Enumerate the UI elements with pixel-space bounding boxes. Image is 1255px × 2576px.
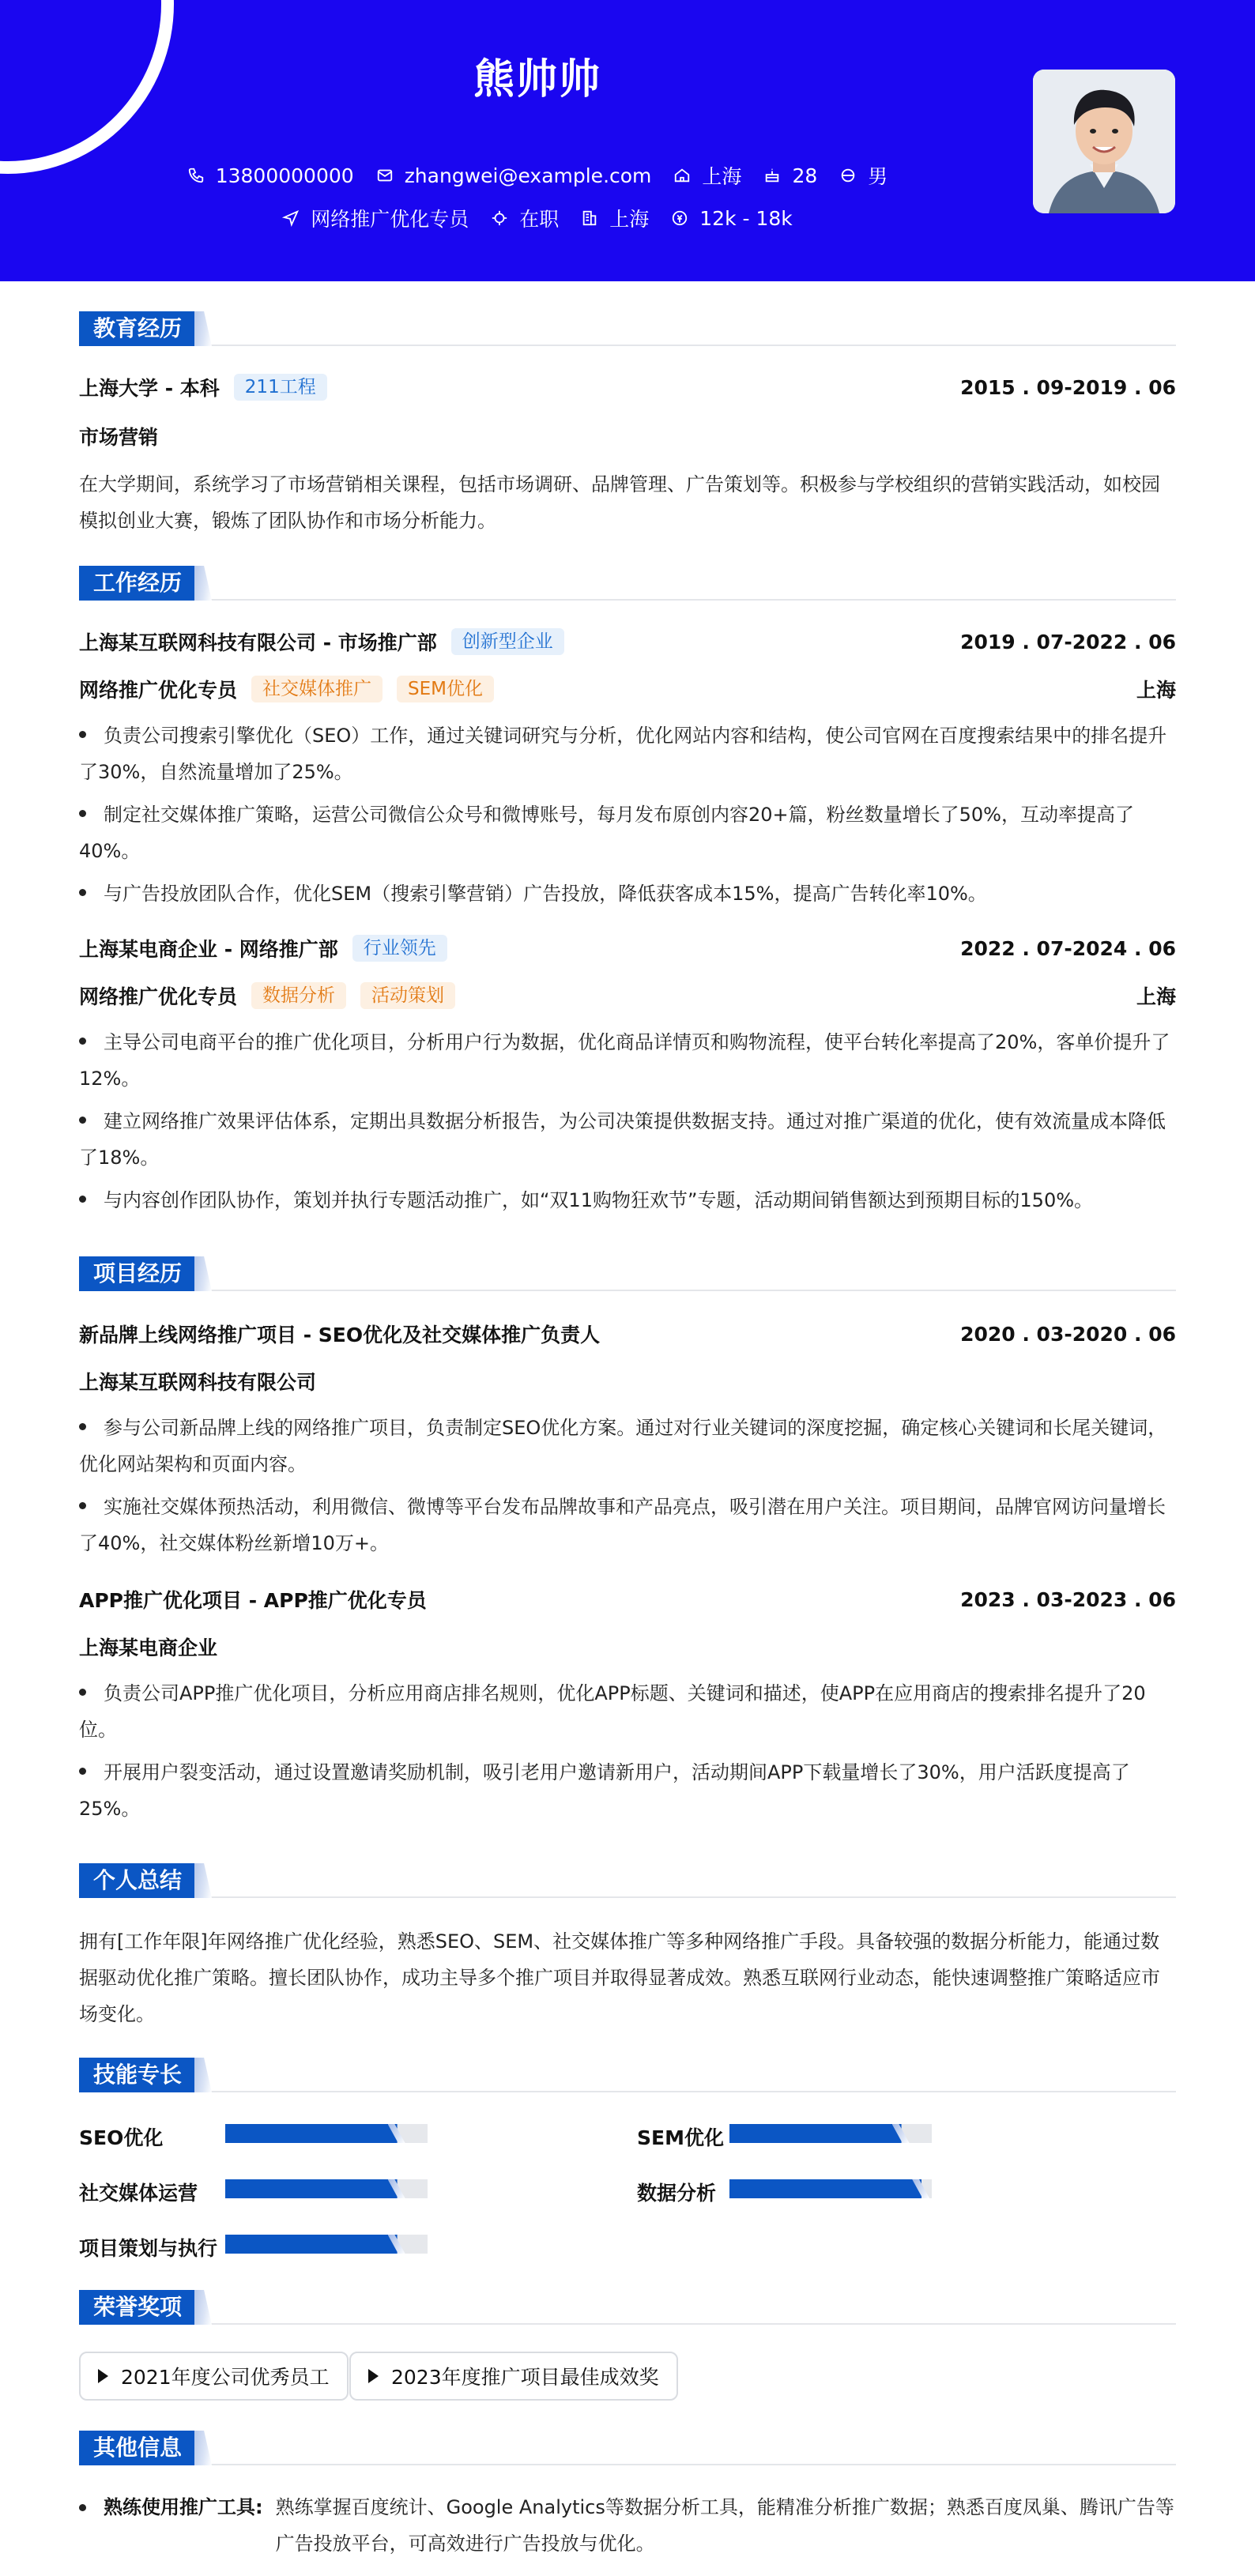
status-icon (491, 209, 508, 227)
job-intent-row (0, 204, 1075, 232)
section-other-header (79, 2431, 1176, 2465)
send-icon (282, 209, 300, 227)
section-title-decoration (194, 2431, 212, 2465)
major-row (79, 422, 1176, 450)
project-org: 上海某互联网科技有限公司 (79, 1371, 317, 1394)
project-header (79, 1320, 1176, 1348)
school-name: 上海大学 - 本科 (79, 377, 220, 400)
cake-icon (763, 167, 781, 184)
company-tag: 创新型企业 (451, 628, 564, 655)
skill-name: SEM优化 (637, 2126, 724, 2149)
job-role-row (79, 675, 1176, 703)
project-dates: 2020 . 03-2020 . 06 (960, 1322, 1176, 1346)
list-item: 负责公司APP推广优化项目，分析应用商店排名规则，优化APP标题、关键词和描述，使APP在应用商店的搜索排名提升了20位。 (79, 1682, 1146, 1741)
list-item: 参与公司新品牌上线的网络推广项目，负责制定SEO优化方案。通过对行业关键词的深度挖掘，确定核心关键词和长尾关键词，优化网站架构和页面内容。 (79, 1417, 1167, 1475)
gender-text: 男 (868, 165, 888, 188)
education-description: 在大学期间，系统学习了市场营销相关课程，包括市场调研、品牌管理、广告策划等。积极参与学校组织的营销实践活动，如校园模拟创业大赛，锻炼了团队协作和市场分析能力。 (79, 473, 1160, 532)
other-info-key: 熟练使用推广工具: (104, 2496, 263, 2518)
company-name: 上海某电商企业 - 网络推广部 (79, 938, 338, 961)
list-item: 主导公司电商平台的推广优化项目，分析用户行为数据，优化商品详情页和购物流程，使平台转化率提高了20%，客单价提升了12%。 (79, 1031, 1170, 1090)
mail-icon (376, 167, 394, 184)
job-role: 网络推广优化专员 (79, 985, 238, 1008)
building-icon (581, 209, 598, 227)
section-projects-header (79, 1256, 1176, 1291)
gender-icon (839, 167, 857, 184)
section-divider (79, 345, 1176, 346)
skill-bar-fill (225, 2179, 398, 2198)
job-role: 网络推广优化专员 (79, 679, 238, 702)
school-tag: 211工程 (234, 374, 327, 401)
resume-header (0, 0, 1255, 281)
project-org: 上海某电商企业 (79, 1636, 218, 1659)
list-item: 开展用户裂变活动，通过设置邀请奖励机制，吸引老用户邀请新用户，活动期间APP下载量增长了30%，用户活跃度提高了25%。 (79, 1761, 1130, 1820)
job-tag: SEM优化 (397, 676, 494, 702)
section-title: 个人总结 (79, 1863, 196, 1898)
award-text: 2023年度推广项目最佳成效奖 (391, 2366, 659, 2389)
skill-bar-fill (729, 2124, 902, 2143)
section-divider (79, 2323, 1176, 2325)
section-title-decoration (194, 2058, 212, 2092)
contact-row (0, 161, 1075, 190)
list-item: 实施社交媒体预热活动，利用微信、微博等平台发布品牌故事和产品亮点，吸引潜在用户关注。项目期间，品牌官网访问量增长了40%，社交媒体粉丝新增10万+。 (79, 1496, 1166, 1554)
phone-item (187, 164, 354, 187)
job-bullets (79, 1024, 1176, 1225)
list-item: 负责公司搜索引擎优化（SEO）工作，通过关键词研究与分析，优化网站内容和结构，使公司官网在百度搜索结果中的排名提升了30%，自然流量增加了25%。 (79, 725, 1167, 783)
avatar (1033, 70, 1175, 213)
candidate-name: 熊帅帅 (473, 56, 601, 104)
section-divider (79, 599, 1176, 601)
job-tag: 社交媒体推广 (251, 676, 383, 702)
section-title: 工作经历 (79, 566, 196, 601)
salary-item (671, 207, 793, 230)
section-title: 教育经历 (79, 311, 196, 346)
email-text: zhangwei@example.com (404, 164, 652, 187)
other-info-text: 熟练掌握百度统计、Google Analytics等数据分析工具，能精准分析推广数据；熟悉百度凤巢、腾讯广告等广告投放平台，可高效进行广告投放与优化。 (275, 2496, 1174, 2555)
company-name: 上海某互联网科技有限公司 - 市场推广部 (79, 631, 437, 654)
play-icon (98, 2369, 108, 2383)
company-tag: 行业领先 (352, 935, 447, 962)
education-dates: 2015 . 09-2019 . 06 (960, 375, 1176, 399)
phone-icon (187, 167, 205, 184)
skill-item (637, 2122, 724, 2151)
skill-name: 项目策划与执行 (79, 2237, 218, 2260)
job-city: 上海 (1136, 679, 1176, 702)
project-header (79, 1585, 1176, 1614)
skill-bar (729, 2124, 932, 2143)
section-divider (79, 2464, 1176, 2465)
project-name: APP推广优化项目 - APP推广优化专员 (79, 1589, 427, 1612)
other-info-item (79, 2489, 1176, 2562)
city-text: 上海 (702, 165, 742, 188)
section-education-header (79, 311, 1176, 346)
section-title-decoration (194, 311, 212, 346)
skill-bar-fill (225, 2235, 398, 2254)
home-icon (673, 167, 691, 184)
skill-bar (225, 2124, 428, 2143)
section-title-decoration (194, 566, 212, 601)
skill-item (637, 2178, 716, 2206)
section-title-decoration (194, 2290, 212, 2325)
salary-text: 12k - 18k (699, 206, 793, 230)
city-item (673, 161, 741, 190)
section-title: 项目经历 (79, 1256, 196, 1291)
project-name: 新品牌上线网络推广项目 - SEO优化及社交媒体推广负责人 (79, 1324, 601, 1346)
section-divider (79, 1290, 1176, 1291)
target-city-item (581, 204, 649, 232)
gender-item (839, 161, 888, 190)
award-text: 2021年度公司优秀员工 (121, 2366, 330, 2389)
job-role-row (79, 981, 1176, 1010)
section-title: 技能专长 (79, 2058, 196, 2092)
skill-bar (225, 2179, 428, 2198)
skill-bar-fill (225, 2124, 398, 2143)
phone-text: 13800000000 (215, 164, 354, 187)
money-icon (671, 209, 688, 227)
job-dates: 2019 . 07-2022 . 06 (960, 630, 1176, 653)
list-item: 制定社交媒体推广策略，运营公司微信公众号和微博账号，每月发布原创内容20+篇，粉丝数量增长了50%，互动率提高了40%。 (79, 804, 1134, 862)
status-text: 在职 (519, 208, 560, 231)
skill-item (79, 2122, 163, 2151)
project-bullets (79, 1675, 1176, 1833)
age-text: 28 (792, 164, 818, 187)
section-divider (79, 2091, 1176, 2092)
major: 市场营销 (79, 426, 159, 449)
section-title-decoration (194, 1256, 212, 1291)
list-item: 与广告投放团队合作，优化SEM（搜索引擎营销）广告投放，降低获客成本15%，提高广告转化率10%。 (79, 876, 1176, 912)
target-job-item (282, 204, 469, 232)
list-item: 与内容创作团队协作，策划并执行专题活动推广，如“双11购物狂欢节”专题，活动期间销售额达到预期目标的150%。 (79, 1182, 1176, 1218)
section-title-decoration (194, 1863, 212, 1898)
age-item (763, 164, 817, 187)
job-tag: 活动策划 (360, 982, 455, 1009)
job-header (79, 627, 1176, 656)
award-badge (349, 2352, 678, 2401)
project-bullets (79, 1410, 1176, 1568)
section-divider (79, 1896, 1176, 1898)
section-title: 荣誉奖项 (79, 2290, 196, 2325)
award-badge (79, 2352, 349, 2401)
section-honors-header (79, 2290, 1176, 2325)
skill-item (79, 2233, 217, 2262)
skill-bar (729, 2179, 932, 2198)
job-tag: 数据分析 (251, 982, 346, 1009)
section-summary-header (79, 1863, 1176, 1898)
skill-name: 社交媒体运营 (79, 2182, 198, 2205)
project-org-row (79, 1367, 1176, 1395)
summary-text: 拥有[工作年限]年网络推广优化经验，熟悉SEO、SEM、社交媒体推广等多种网络推广手段。具备较强的数据分析能力，能通过数据驱动优化推广策略。擅长团队协作，成功主导多个推广项目并取得显著成效。熟悉互联网行业动态，能快速调整推广策略适应市场变化。 (79, 1930, 1160, 2025)
education-row (79, 373, 1176, 401)
section-work-header (79, 566, 1176, 601)
job-header (79, 934, 1176, 962)
target-job-text: 网络推广优化专员 (311, 208, 469, 231)
section-title: 其他信息 (79, 2431, 196, 2465)
skill-item (79, 2178, 198, 2206)
project-dates: 2023 . 03-2023 . 06 (960, 1587, 1176, 1611)
job-dates: 2022 . 07-2024 . 06 (960, 936, 1176, 960)
job-city: 上海 (1136, 985, 1176, 1008)
play-icon (368, 2369, 379, 2383)
project-org-row (79, 1633, 1176, 1661)
skill-bar (225, 2235, 428, 2254)
email-item (376, 164, 652, 187)
skill-name: 数据分析 (637, 2182, 717, 2205)
bullet-dot (79, 2504, 86, 2511)
section-skills-header (79, 2058, 1176, 2092)
target-city-text: 上海 (609, 208, 650, 231)
skill-name: SEO优化 (79, 2126, 164, 2149)
list-item: 建立网络推广效果评估体系，定期出具数据分析报告，为公司决策提供数据支持。通过对推广渠道的优化，使有效流量成本降低了18%。 (79, 1110, 1166, 1169)
skill-bar-fill (729, 2179, 921, 2198)
status-item (491, 204, 559, 232)
job-bullets (79, 717, 1176, 918)
